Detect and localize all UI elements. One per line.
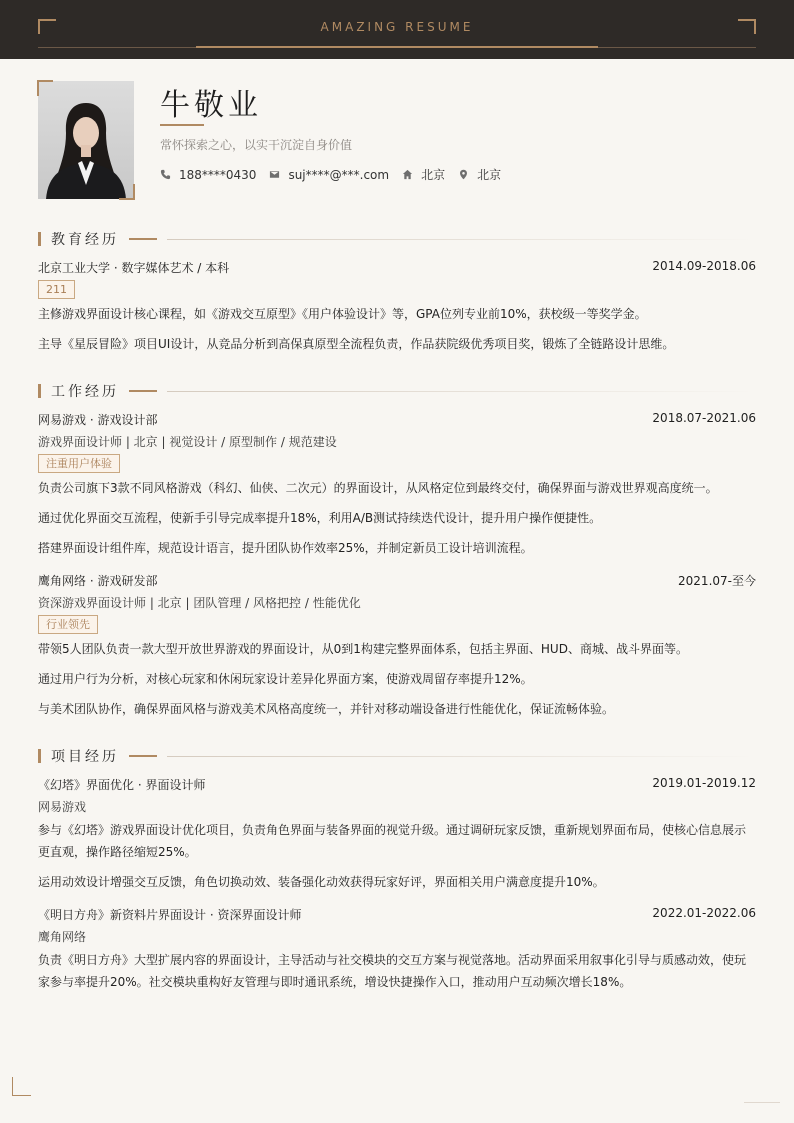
location-text: 北京	[477, 168, 502, 182]
mail-icon	[269, 169, 280, 180]
section-title-work	[38, 381, 756, 401]
person-name: 牛敬业	[160, 88, 262, 123]
section-label: 工作经历	[51, 384, 119, 400]
photo-corner	[119, 184, 135, 200]
section-dash	[129, 755, 157, 757]
tagline: 常怀探索之心，以实干沉淀自身价值	[160, 138, 353, 152]
entry-subtitle: 网易游戏	[38, 800, 87, 814]
section-label: 教育经历	[51, 232, 119, 248]
entry-date: 2018.07-2021.06	[652, 411, 756, 425]
email-text: suj****@***.com	[288, 167, 390, 182]
entry-heading: 《幻塔》界面优化 · 界面设计师	[38, 778, 206, 792]
work-entry-header	[38, 572, 756, 589]
corner-ornament	[12, 1077, 31, 1096]
entry-paragraph: 通过优化界面交互流程，使新手引导完成率提升18%，利用A/B测试持续迭代设计，提升用户操作便捷性。	[38, 511, 602, 525]
entry-paragraph: 带领5人团队负责一款大型开放世界游戏的界面设计，从0到1构建完整界面体系，包括主界面、HUD、商城、战斗界面等。	[38, 642, 688, 656]
section-title-education	[38, 229, 756, 249]
entry-heading: 网易游戏 · 游戏设计部	[38, 413, 158, 427]
entry-date: 2019.01-2019.12	[652, 776, 756, 790]
entry-heading: 《明日方舟》新资料片界面设计 · 资深界面设计师	[38, 908, 302, 922]
home-text: 北京	[421, 168, 446, 182]
entry-heading: 北京工业大学 · 数字媒体艺术 / 本科	[38, 261, 230, 275]
section-marker	[38, 749, 41, 763]
avatar	[38, 81, 134, 199]
section-dash	[129, 238, 157, 240]
person-portrait-icon	[38, 81, 134, 199]
work-entry-header	[38, 411, 756, 428]
contact-home	[402, 166, 445, 183]
entry-paragraph: 主导《星辰冒险》项目UI设计，从竞品分析到高保真原型全流程负责，作品获院级优秀项目奖，锻炼了全链路设计思维。	[38, 337, 675, 351]
education-entry-header	[38, 259, 756, 276]
entry-date: 2014.09-2018.06	[652, 259, 756, 273]
entry-date: 2022.01-2022.06	[652, 906, 756, 920]
location-icon	[458, 169, 469, 180]
entry-subtitle: 游戏界面设计师 | 北京 | 视觉设计 / 原型制作 / 规范建设	[38, 435, 337, 449]
avatar-photo	[38, 81, 134, 199]
project-entry-header	[38, 906, 756, 923]
section-line	[167, 391, 756, 392]
section-label: 项目经历	[51, 749, 119, 765]
entry-paragraph: 主修游戏界面设计核心课程，如《游戏交互原型》《用户体验设计》等，GPA位列专业前10%，获校级一等奖学金。	[38, 307, 647, 321]
section-dash	[129, 390, 157, 392]
contact-location	[458, 166, 501, 183]
home-icon	[402, 169, 413, 180]
entry-date: 2021.07-至今	[678, 574, 756, 588]
section-marker	[38, 232, 41, 246]
contact-email	[269, 168, 389, 182]
entry-paragraph: 通过用户行为分析，对核心玩家和休闲玩家设计差异化界面方案，使游戏周留存率提升12%。	[38, 672, 533, 686]
project-entry-header	[38, 776, 756, 793]
entry-tag: 行业领先	[38, 615, 98, 634]
section-title-projects	[38, 746, 756, 766]
section-marker	[38, 384, 41, 398]
entry-paragraph: 运用动效设计增强交互反馈，角色切换动效、装备强化动效获得玩家好评，界面相关用户满意度提升10%。	[38, 875, 605, 889]
contact-list	[160, 166, 514, 183]
name-underline	[160, 124, 204, 126]
entry-tag: 注重用户体验	[38, 454, 120, 473]
contact-phone	[160, 168, 256, 182]
entry-heading: 鹰角网络 · 游戏研发部	[38, 574, 158, 588]
brand-title: AMAZING RESUME	[320, 20, 474, 34]
entry-paragraph: 负责《明日方舟》大型扩展内容的界面设计，主导活动与社交模块的交互方案与视觉落地。活动界面采用叙事化引导与质感动效，使玩家参与率提升20%。社交模块重构好友管理与即时通讯系统，增设快捷操作入口，推动用户互动频次增长18%。	[38, 953, 747, 989]
entry-paragraph: 负责公司旗下3款不同风格游戏（科幻、仙侠、二次元）的界面设计，从风格定位到最终交付，确保界面与游戏世界观高度统一。	[38, 481, 718, 495]
footer-divider	[744, 1102, 780, 1103]
entry-paragraph: 参与《幻塔》游戏界面设计优化项目，负责角色界面与装备界面的视觉升级。通过调研玩家反馈，重新规划界面布局，使核心信息展示更直观，操作路径缩短25%。	[38, 823, 747, 859]
header-banner	[0, 0, 794, 59]
section-line	[167, 239, 756, 240]
entry-paragraph: 与美术团队协作，确保界面风格与游戏美术风格高度统一，并针对移动端设备进行性能优化，保证流畅体验。	[38, 702, 615, 716]
photo-corner	[37, 80, 53, 96]
entry-subtitle: 鹰角网络	[38, 930, 87, 944]
entry-paragraph: 搭建界面设计组件库，规范设计语言，提升团队协作效率25%，并制定新员工设计培训流程。	[38, 541, 533, 555]
entry-tag: 211	[38, 280, 75, 299]
phone-text: 188****0430	[179, 167, 257, 182]
section-line	[167, 756, 756, 757]
entry-subtitle: 资深游戏界面设计师 | 北京 | 团队管理 / 风格把控 / 性能优化	[38, 596, 361, 610]
header-divider-accent	[196, 46, 598, 48]
phone-icon	[160, 169, 171, 180]
